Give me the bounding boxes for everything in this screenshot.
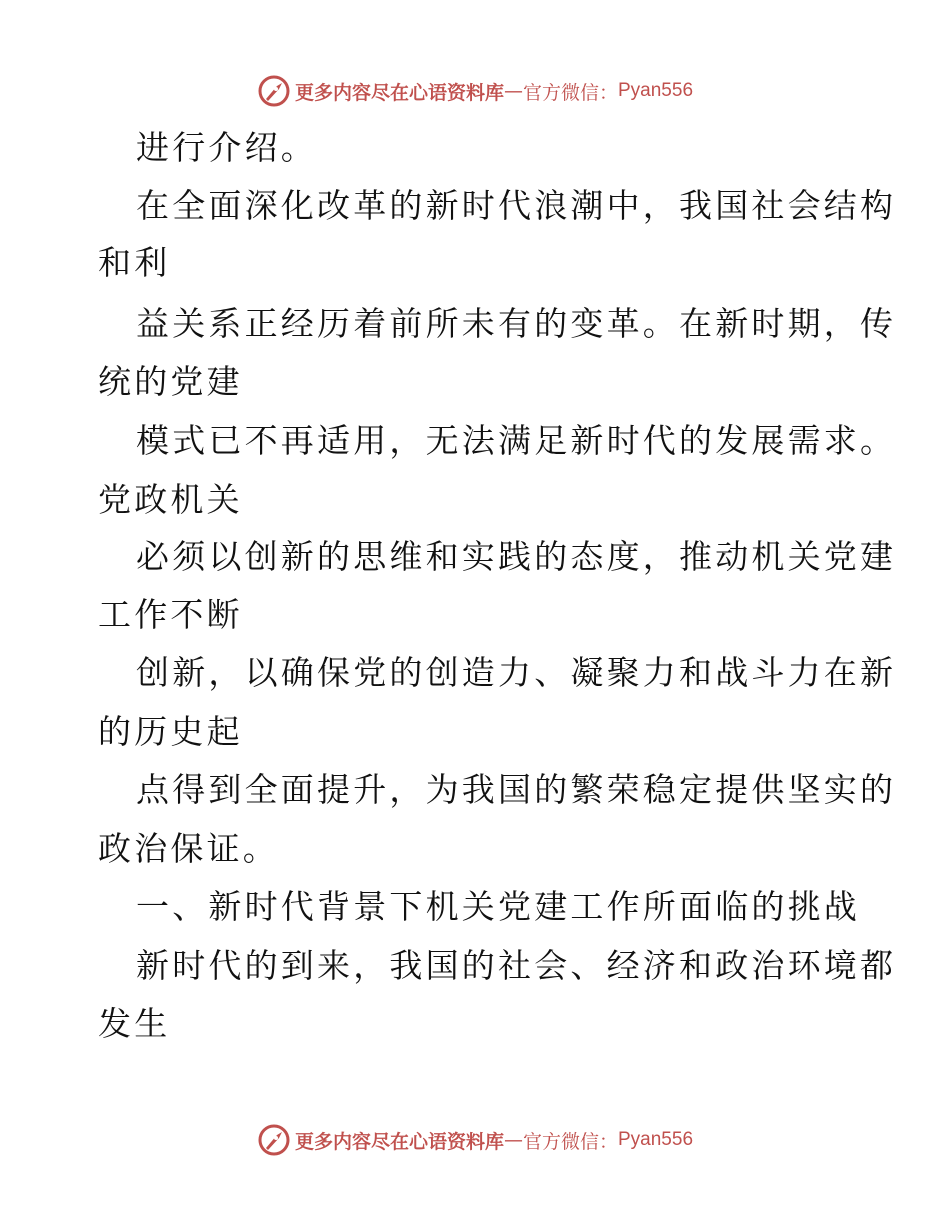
text-line: 政治保证。 (98, 829, 279, 868)
text-line: 的历史起 (98, 712, 243, 751)
header-watermark (0, 73, 950, 109)
text-line: 新时代的到来，我国的社会、经济和政治环境都 (136, 946, 897, 985)
text-line: 益关系正经历着前所未有的变革。在新时期，传 (136, 304, 897, 343)
text-line: 点得到全面提升，为我国的繁荣稳定提供坚实的 (136, 770, 897, 809)
text-line: 工作不断 (98, 595, 243, 634)
watermark-main-text: 更多内容尽在心语资料库 (294, 1130, 504, 1153)
pen-nib-logo-icon (257, 1123, 291, 1157)
text-line: 模式已不再适用，无法满足新时代的发展需求。 (136, 421, 897, 460)
watermark-main-text: 更多内容尽在心语资料库 (294, 81, 504, 104)
watermark-wechat-label: 官方微信： (522, 1130, 618, 1153)
watermark-wechat-id: Pyan556 (618, 80, 694, 101)
watermark-wechat-id: Pyan556 (618, 1129, 694, 1150)
watermark-separator: — (503, 80, 523, 102)
text-line: 党政机关 (98, 480, 243, 519)
text-line: 创新，以确保党的创造力、凝聚力和战斗力在新 (136, 653, 897, 692)
watermark-separator: — (503, 1129, 523, 1151)
text-line: 发生 (98, 1004, 171, 1043)
footer-watermark (0, 1122, 950, 1158)
pen-nib-logo-icon (257, 74, 291, 108)
section-heading: 一、新时代背景下机关党建工作所面临的挑战 (136, 887, 860, 926)
text-line: 在全面深化改革的新时代浪潮中，我国社会结构 (136, 186, 897, 225)
text-line: 必须以创新的思维和实践的态度，推动机关党建 (136, 537, 897, 576)
watermark-wechat-label: 官方微信： (522, 81, 618, 104)
text-line: 进行介绍。 (136, 128, 317, 167)
text-line: 和利 (98, 243, 171, 282)
text-line: 统的党建 (98, 362, 243, 401)
